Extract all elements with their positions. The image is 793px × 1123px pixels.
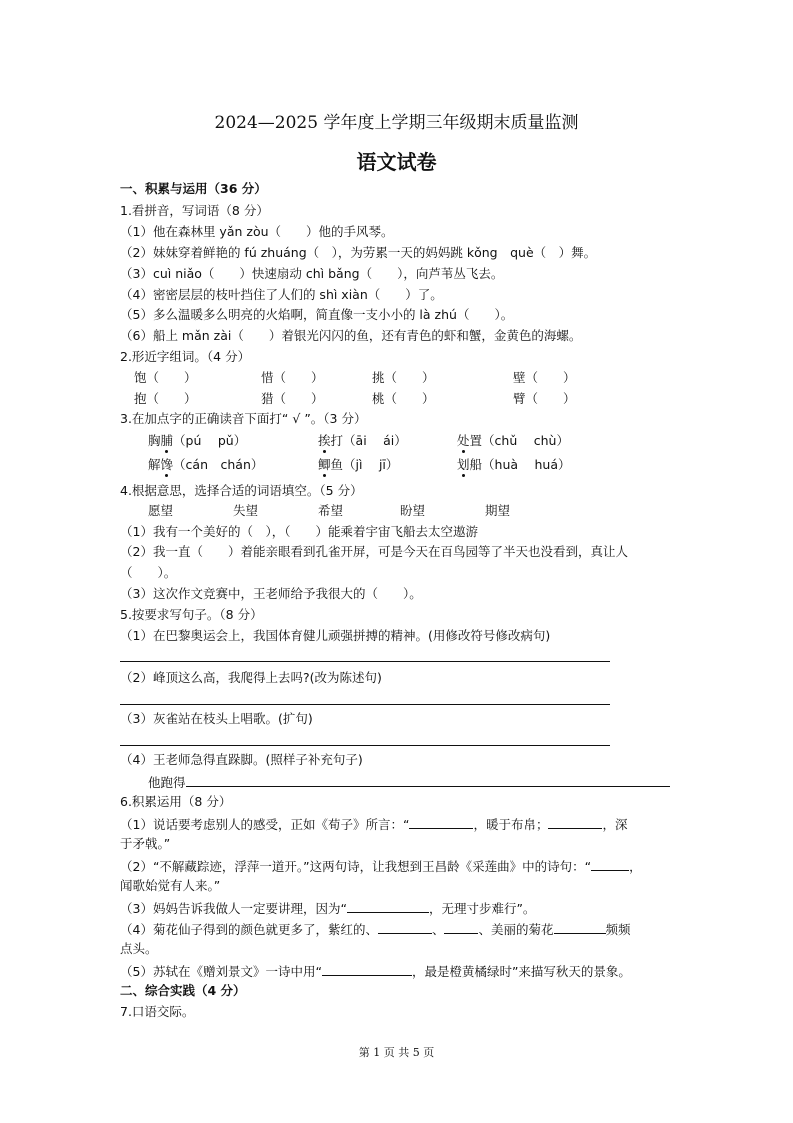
q3-options: （jì jī） — [343, 457, 399, 472]
q4-item-3: （3）这次作文竞赛中，王老师给予我很大的（ ）。 — [120, 586, 422, 601]
q7-label: 7.口语交际。 — [120, 1004, 195, 1019]
section-1-heading: 一、积累与运用（36 分） — [120, 181, 267, 196]
q3-row2-item3 — [457, 457, 571, 473]
q6-text: 频频 — [605, 922, 631, 937]
q2-label: 2.形近字组词。（4 分） — [120, 349, 251, 364]
q1-item-1: （1）他在森林里 yǎn zòu（ ）他的手风琴。 — [120, 224, 394, 239]
q2-row1-col1: 饱（ ） — [134, 370, 197, 385]
q2-row1-col2: 惜（ ） — [261, 370, 324, 385]
answer-blank[interactable] — [554, 920, 606, 934]
q6-item-2 — [120, 857, 642, 875]
q6-item-4-cont: 点头。 — [120, 941, 158, 956]
q3-options: （huà huá） — [482, 457, 571, 472]
q6-item-5 — [120, 962, 631, 980]
q2-row2-col2: 猎（ ） — [261, 391, 324, 406]
q4-item-2-cont: （ ）。 — [120, 565, 177, 580]
dotted-char: 处 — [457, 433, 470, 448]
q3-options: （cán chán） — [173, 457, 264, 472]
q3-row1-item3 — [457, 433, 569, 449]
q3-char: 打 — [330, 433, 344, 448]
q5-item-1: （1）在巴黎奥运会上，我国体育健儿顽强拼搏的精神。(用修改符号修改病句) — [120, 628, 551, 643]
q6-text: 、 — [431, 922, 445, 937]
answer-blank[interactable] — [444, 920, 478, 934]
q6-text: ，暖于布帛； — [473, 817, 549, 832]
q5-item-2: （2）峰顶这么高，我爬得上去吗?(改为陈述句) — [120, 670, 382, 685]
q3-row1-item2 — [318, 433, 407, 449]
q6-text: （1）说话要考虑别人的感受，正如《荀子》所言：“ — [120, 817, 410, 832]
answer-blank[interactable] — [322, 962, 412, 976]
answer-line[interactable] — [120, 661, 610, 662]
dotted-char: 鲫 — [318, 457, 331, 472]
q5-example-prefix: 他跑得 — [148, 775, 186, 790]
answer-blank[interactable] — [409, 815, 473, 829]
answer-line[interactable] — [120, 704, 610, 705]
q2-row2-col4: 臂（ ） — [513, 391, 576, 406]
q1-item-5: （5）多么温暖多么明亮的火焰啊，简直像一支小小的 là zhú（ ）。 — [120, 307, 514, 322]
answer-blank[interactable] — [347, 899, 429, 913]
q6-text: ，深 — [602, 817, 628, 832]
q3-label: 3.在加点字的正确读音下面打“ √ ”。（3 分） — [120, 411, 367, 426]
dotted-char: 脯 — [160, 433, 174, 448]
q3-char: 置 — [469, 433, 483, 448]
exam-title: 2024—2025 学年度上学期三年级期末质量监测 — [214, 113, 579, 133]
q3-options: （pú pǔ） — [173, 433, 247, 448]
q6-item-1-cont: 于矛戟。” — [120, 836, 171, 851]
q4-word-2: 失望 — [233, 503, 259, 518]
q3-options: （āi ái） — [343, 433, 407, 448]
q6-item-1 — [120, 815, 627, 833]
exam-subtitle: 语文试卷 — [356, 150, 437, 174]
q3-char: 胸 — [148, 433, 161, 448]
answer-line[interactable] — [120, 745, 610, 746]
q4-item-2: （2）我一直（ ）着能亲眼看到孔雀开屏，可是今天在百鸟园等了半天也没看到，真让人 — [120, 544, 628, 559]
q6-item-3 — [120, 899, 535, 917]
q3-char: 鱼 — [330, 457, 344, 472]
q5-label: 5.按要求写句子。（8 分） — [120, 607, 263, 622]
q3-row2-item1 — [148, 457, 263, 473]
q3-char: 解 — [148, 457, 161, 472]
q6-text: ， — [629, 859, 642, 874]
q2-row1-col4: 壁（ ） — [513, 370, 576, 385]
dotted-char: 馋 — [160, 457, 174, 472]
q6-text: 、美丽的菊花 — [478, 922, 554, 937]
q3-char: 船 — [469, 457, 483, 472]
q3-options: （chǔ chù） — [482, 433, 569, 448]
answer-blank[interactable] — [186, 773, 670, 787]
section-2-heading: 二、综合实践（4 分） — [120, 983, 246, 998]
q6-item-4 — [120, 920, 631, 938]
q5-item-3: （3）灰雀站在枝头上唱歌。(扩句) — [120, 711, 313, 726]
dotted-char: 划 — [457, 457, 470, 472]
q2-row2-col1: 抱（ ） — [134, 391, 197, 406]
q4-item-1: （1）我有一个美好的（ ），（ ）能乘着宇宙飞船去太空遨游 — [120, 524, 478, 539]
q2-row2-col3: 桃（ ） — [372, 391, 435, 406]
q5-example — [148, 773, 670, 791]
page-number: 第 1 页 共 5 页 — [358, 1046, 435, 1059]
answer-blank[interactable] — [378, 920, 432, 934]
q4-word-1: 愿望 — [148, 503, 174, 518]
q4-word-4: 盼望 — [400, 503, 426, 518]
q6-text: ，无理寸步难行”。 — [428, 901, 536, 916]
q1-label: 1.看拼音，写词语（8 分） — [120, 203, 269, 218]
q4-label: 4.根据意思，选择合适的词语填空。（5 分） — [120, 483, 363, 498]
answer-blank[interactable] — [548, 815, 602, 829]
q4-word-5: 期望 — [485, 503, 511, 518]
dotted-char: 挨 — [318, 433, 331, 448]
q6-text: （4）菊花仙子得到的颜色就更多了，紫红的、 — [120, 922, 378, 937]
q1-item-4: （4）密密层层的枝叶挡住了人们的 shì xiàn（ ）了。 — [120, 287, 443, 302]
q3-row1-item1 — [148, 433, 246, 449]
q6-text: （3）妈妈告诉我做人一定要讲理，因为“ — [120, 901, 347, 916]
q6-text: （5）苏轼在《赠刘景文》一诗中用“ — [120, 964, 322, 979]
q6-text: （2）“不解藏踪迹，浮萍一道开。”这两句诗，让我想到王昌龄《采莲曲》中的诗句：“ — [120, 859, 592, 874]
q1-item-2: （2）妹妹穿着鲜艳的 fú zhuáng（ ），为劳累一天的妈妈跳 kǒng què（ ）舞。 — [120, 245, 597, 260]
q6-label: 6.积累运用（8 分） — [120, 794, 232, 809]
q1-item-6: （6）船上 mǎn zài（ ）着银光闪闪的鱼，还有青色的虾和蟹，金黄色的海螺。 — [120, 328, 582, 343]
q5-item-4: （4）王老师急得直跺脚。(照样子补充句子) — [120, 752, 363, 767]
answer-blank[interactable] — [591, 857, 629, 871]
q1-item-3: （3）cuì niǎo（ ）快速扇动 chì bǎng（ ），向芦苇丛飞去。 — [120, 266, 504, 281]
q3-row2-item2 — [318, 457, 398, 473]
q2-row1-col3: 挑（ ） — [372, 370, 435, 385]
q6-item-2-cont: 闻歌始觉有人来。” — [120, 878, 221, 893]
q4-word-3: 希望 — [318, 503, 344, 518]
q6-text: ，最是橙黄橘绿时”来描写秋天的景象。 — [411, 964, 631, 979]
